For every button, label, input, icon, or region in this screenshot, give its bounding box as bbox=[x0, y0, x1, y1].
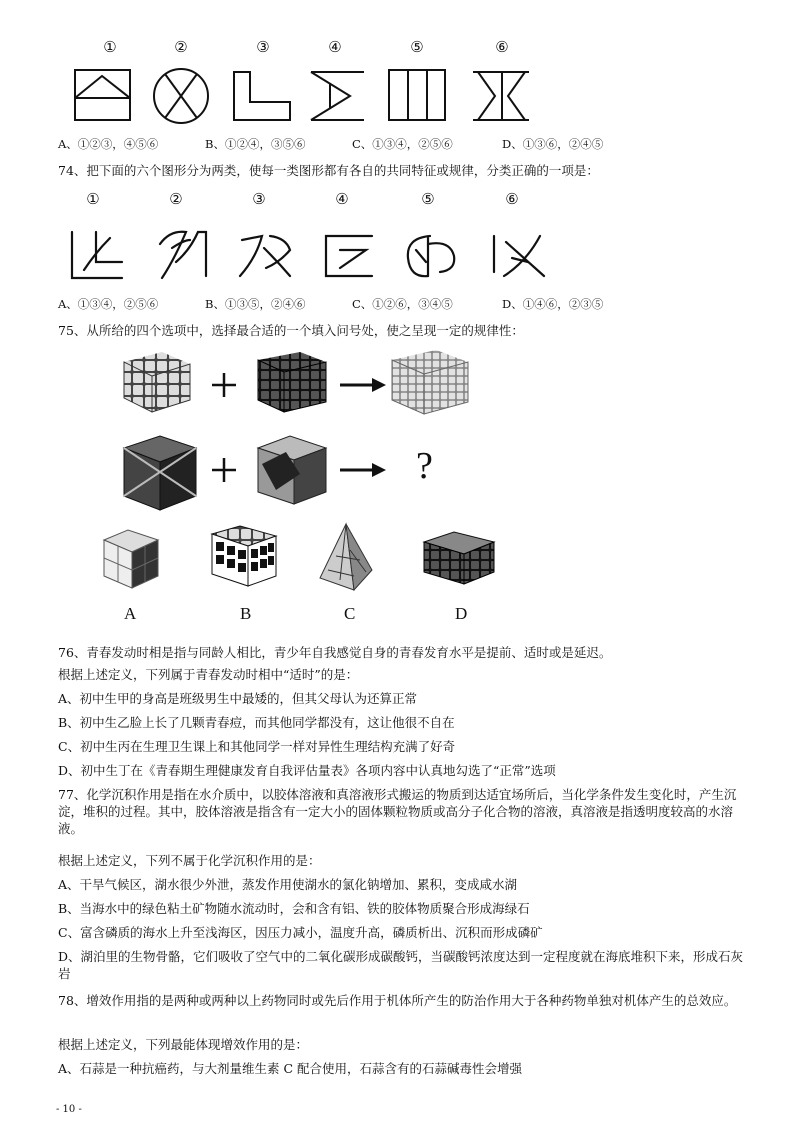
q75-choice-a-image bbox=[104, 530, 158, 588]
q78-definition: 78、增效作用指的是两种或两种以上药物同时或先后作用于机体所产生的防治作用大于各种药物单独对机体产生的总效应。 bbox=[58, 993, 737, 1008]
q75-row1-cube-3x3 bbox=[124, 352, 190, 412]
q77-option-a[interactable]: A、干旱气候区，湖水很少外泄，蒸发作用使湖水的氯化钠增加、累积，变成咸水湖 bbox=[58, 877, 518, 892]
q76-option-d[interactable]: D、初中生丁在《青春期生理健康发育自我评估量表》各项内容中认真地勾选了“正常”选项 bbox=[58, 763, 556, 778]
q77-prompt: 根据上述定义，下列不属于化学沉积作用的是： bbox=[58, 853, 321, 868]
q74-number-2: ② bbox=[169, 190, 183, 208]
q74-option-b[interactable]: B、①③⑤，②④⑥ bbox=[205, 297, 306, 311]
q73-number-1: ① bbox=[103, 38, 117, 56]
q77-definition: 77、化学沉积作用是指在水介质中，以胶体溶液和真溶液形式搬运的物质到达适宜场所后，当化学条件发生变化时，产生沉淀，堆积的过程。其中，胶体溶液是指含有一定大小的固体颗粒物质或高分子化合物的溶液，真溶液是指透明度较高的水溶液。 bbox=[58, 787, 737, 836]
q76-option-b[interactable]: B、初中生乙脸上长了几颗青春痘，而其他同学都没有，这让他很不自在 bbox=[58, 715, 455, 730]
q73-option-d[interactable]: D、①③⑥，②④⑤ bbox=[502, 137, 604, 151]
q75-row1-cube-4x4 bbox=[258, 352, 326, 412]
q75-row1-cube-5x5 bbox=[392, 350, 468, 414]
q75-row1-plus bbox=[212, 373, 236, 397]
q77-option-d[interactable]: D、湖泊里的生物骨骼，它们吸收了空气中的二氧化碳形成碳酸钙，当碳酸钙浓度达到一定程度就在海底堆积下来，形成石灰岩 bbox=[58, 949, 744, 981]
q73-number-3: ③ bbox=[256, 38, 270, 56]
q73-option-b[interactable]: B、①②④，③⑤⑥ bbox=[205, 137, 306, 151]
q73-option-a[interactable]: A、①②③，④⑤⑥ bbox=[58, 137, 159, 151]
q73-number-4: ④ bbox=[328, 38, 342, 56]
q73-number-2: ② bbox=[174, 38, 188, 56]
q73-number-5: ⑤ bbox=[410, 38, 424, 56]
q74-option-a[interactable]: A、①③④，②⑤⑥ bbox=[58, 297, 159, 311]
q77-option-c[interactable]: C、富含磷质的海水上升至浅海区，因压力减小，温度升高，磷质析出、沉积而形成磷矿 bbox=[58, 925, 543, 940]
q76-prompt: 根据上述定义，下列属于青春发动时相中“适时”的是： bbox=[58, 667, 359, 682]
q75-stem: 75、从所给的四个选项中，选择最合适的一个填入问号处，使之呈现一定的规律性： bbox=[58, 323, 524, 338]
page-number: - 10 - bbox=[56, 1104, 82, 1115]
q76-option-a[interactable]: A、初中生甲的身高是班级男生中最矮的，但其父母认为还算正常 bbox=[58, 691, 418, 706]
q75-label-c[interactable]: C bbox=[344, 604, 356, 623]
q74-number-4: ④ bbox=[335, 190, 349, 208]
q74-number-1: ① bbox=[86, 190, 100, 208]
q74-number-3: ③ bbox=[252, 190, 266, 208]
q73-number-6: ⑥ bbox=[495, 38, 509, 56]
q78-option-a[interactable]: A、石蒜是一种抗癌药，与大剂量维生素 C 配合使用，石蒜含有的石蒜碱毒性会增强 bbox=[58, 1061, 523, 1076]
q75-row2-arrow bbox=[340, 463, 386, 477]
q77-option-b[interactable]: B、当海水中的绿色粘土矿物随水流动时，会和含有铝、铁的胶体物质聚合形成海绿石 bbox=[58, 901, 530, 916]
q75-row2-plus bbox=[212, 458, 236, 482]
q76-definition: 76、青春发动时相是指与同龄人相比，青少年自我感觉自身的青春发育水平是提前、适时或是延迟。 bbox=[58, 645, 612, 660]
q73-option-c[interactable]: C、①③④，②⑤⑥ bbox=[352, 137, 453, 151]
q74-number-6: ⑥ bbox=[505, 190, 519, 208]
q75-label-a[interactable]: A bbox=[124, 604, 137, 623]
q75-label-d[interactable]: D bbox=[455, 604, 468, 623]
q74-option-d[interactable]: D、①④⑥，②③⑤ bbox=[502, 297, 604, 311]
q74-stem: 74、把下面的六个图形分为两类，使每一类图形都有各自的共同特征或规律，分类正确的一项是： bbox=[58, 163, 599, 178]
q75-row2-cube-skewb-dark bbox=[124, 436, 196, 510]
q75-label-b[interactable]: B bbox=[240, 604, 252, 623]
q76-option-c[interactable]: C、初中生丙在生理卫生课上和其他同学一样对异性生理结构充满了好奇 bbox=[58, 739, 456, 754]
q75-row1-arrow bbox=[340, 378, 386, 392]
q75-row2-cube-skewb-gray bbox=[258, 436, 326, 504]
q75-choice-c-image bbox=[320, 524, 372, 590]
q75-choice-d-image bbox=[424, 532, 494, 584]
q75-choice-b-image bbox=[212, 526, 276, 586]
q74-number-5: ⑤ bbox=[421, 190, 435, 208]
q74-option-c[interactable]: C、①②⑥，③④⑤ bbox=[352, 297, 453, 311]
q75-question-mark: ? bbox=[416, 445, 433, 487]
q78-prompt: 根据上述定义，下列最能体现增效作用的是： bbox=[58, 1037, 309, 1052]
